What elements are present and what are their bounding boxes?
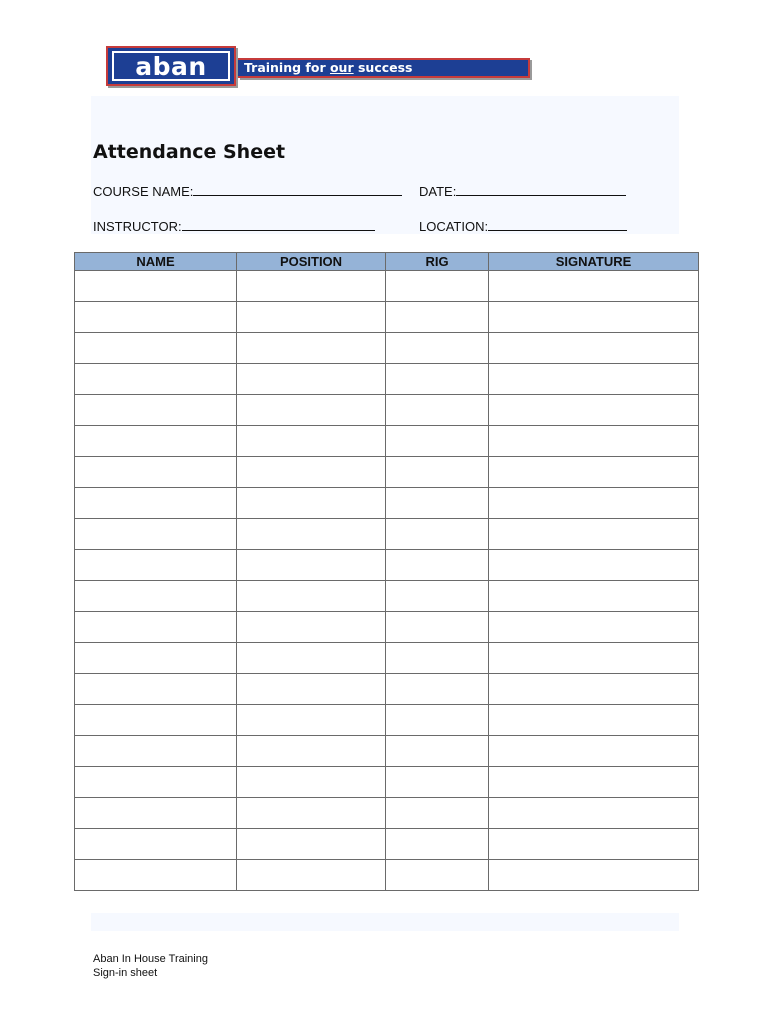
column-header-signature: SIGNATURE [489,253,699,271]
instructor-line[interactable] [182,218,375,231]
position-cell[interactable] [237,612,386,643]
rig-cell[interactable] [386,736,489,767]
position-cell[interactable] [237,488,386,519]
position-cell[interactable] [237,426,386,457]
table-row [75,581,699,612]
signature-cell[interactable] [489,550,699,581]
location-label: LOCATION: [419,219,489,234]
signature-cell[interactable] [489,581,699,612]
column-header-position: POSITION [237,253,386,271]
signature-cell[interactable] [489,364,699,395]
rig-cell[interactable] [386,767,489,798]
rig-cell[interactable] [386,860,489,891]
signature-cell[interactable] [489,860,699,891]
rig-cell[interactable] [386,612,489,643]
table-row [75,395,699,426]
date-field[interactable] [419,183,626,199]
position-cell[interactable] [237,550,386,581]
table-row [75,519,699,550]
rig-cell[interactable] [386,829,489,860]
position-cell[interactable] [237,674,386,705]
table-row [75,426,699,457]
signature-cell[interactable] [489,519,699,550]
table-row [75,798,699,829]
rig-cell[interactable] [386,271,489,302]
footer [93,952,208,980]
signature-cell[interactable] [489,457,699,488]
table-row [75,302,699,333]
footer-line-2: Sign-in sheet [93,967,158,979]
rig-cell[interactable] [386,643,489,674]
rig-cell[interactable] [386,674,489,705]
name-cell[interactable] [75,457,237,488]
signature-cell[interactable] [489,271,699,302]
position-cell[interactable] [237,643,386,674]
signature-cell[interactable] [489,426,699,457]
tagline-suffix: success [353,60,413,75]
position-cell[interactable] [237,302,386,333]
table-row [75,767,699,798]
table-row [75,550,699,581]
attendance-table [74,252,699,891]
signature-cell[interactable] [489,767,699,798]
logo-tagline [238,58,530,78]
name-cell[interactable] [75,705,237,736]
table-row [75,612,699,643]
signature-cell[interactable] [489,302,699,333]
name-cell[interactable] [75,767,237,798]
table-row [75,705,699,736]
table-row [75,860,699,891]
table-row [75,364,699,395]
page-title: Attendance Sheet [93,141,286,163]
location-field[interactable] [419,218,627,234]
position-cell[interactable] [237,767,386,798]
table-row [75,271,699,302]
rig-cell[interactable] [386,426,489,457]
footer-panel [91,913,679,931]
name-cell[interactable] [75,395,237,426]
position-cell[interactable] [237,705,386,736]
course-name-label: COURSE NAME: [93,184,194,199]
name-cell[interactable] [75,674,237,705]
tagline-prefix: Training for [244,60,330,75]
logo-brand-text: aban [112,51,230,81]
table-row [75,457,699,488]
position-cell[interactable] [237,736,386,767]
position-cell[interactable] [237,798,386,829]
table-row [75,829,699,860]
signature-cell[interactable] [489,705,699,736]
footer-line-1: Aban In House Training [93,953,208,965]
name-cell[interactable] [75,488,237,519]
name-cell[interactable] [75,271,237,302]
rig-cell[interactable] [386,519,489,550]
rig-cell[interactable] [386,705,489,736]
logo-brand-box [106,46,236,86]
table-header-row [75,253,699,271]
column-header-rig: RIG [386,253,489,271]
signature-cell[interactable] [489,829,699,860]
date-line[interactable] [456,183,626,196]
signature-cell[interactable] [489,333,699,364]
position-cell[interactable] [237,519,386,550]
name-cell[interactable] [75,519,237,550]
name-cell[interactable] [75,364,237,395]
aban-logo [106,46,532,88]
table-row [75,643,699,674]
position-cell[interactable] [237,829,386,860]
name-cell[interactable] [75,302,237,333]
rig-cell[interactable] [386,364,489,395]
name-cell[interactable] [75,333,237,364]
instructor-label: INSTRUCTOR: [93,219,182,234]
signature-cell[interactable] [489,674,699,705]
name-cell[interactable] [75,581,237,612]
name-cell[interactable] [75,829,237,860]
signature-cell[interactable] [489,643,699,674]
position-cell[interactable] [237,860,386,891]
rig-cell[interactable] [386,333,489,364]
signature-cell[interactable] [489,488,699,519]
name-cell[interactable] [75,798,237,829]
position-cell[interactable] [237,457,386,488]
position-cell[interactable] [237,333,386,364]
instructor-field[interactable] [93,218,375,234]
position-cell[interactable] [237,581,386,612]
table-row [75,333,699,364]
name-cell[interactable] [75,860,237,891]
name-cell[interactable] [75,612,237,643]
rig-cell[interactable] [386,550,489,581]
position-cell[interactable] [237,271,386,302]
rig-cell[interactable] [386,581,489,612]
header-panel [91,96,679,234]
column-header-name: NAME [75,253,237,271]
rig-cell[interactable] [386,395,489,426]
tagline-underlined: our [329,60,354,75]
name-cell[interactable] [75,736,237,767]
rig-cell[interactable] [386,457,489,488]
signature-cell[interactable] [489,798,699,829]
location-line[interactable] [488,218,627,231]
name-cell[interactable] [75,550,237,581]
signature-cell[interactable] [489,736,699,767]
name-cell[interactable] [75,426,237,457]
name-cell[interactable] [75,643,237,674]
rig-cell[interactable] [386,488,489,519]
rig-cell[interactable] [386,302,489,333]
position-cell[interactable] [237,364,386,395]
signature-cell[interactable] [489,612,699,643]
signature-cell[interactable] [489,395,699,426]
course-name-line[interactable] [193,183,402,196]
position-cell[interactable] [237,395,386,426]
date-label: DATE: [419,184,457,199]
table-row [75,674,699,705]
table-row [75,488,699,519]
rig-cell[interactable] [386,798,489,829]
course-name-field[interactable] [93,183,402,199]
table-row [75,736,699,767]
